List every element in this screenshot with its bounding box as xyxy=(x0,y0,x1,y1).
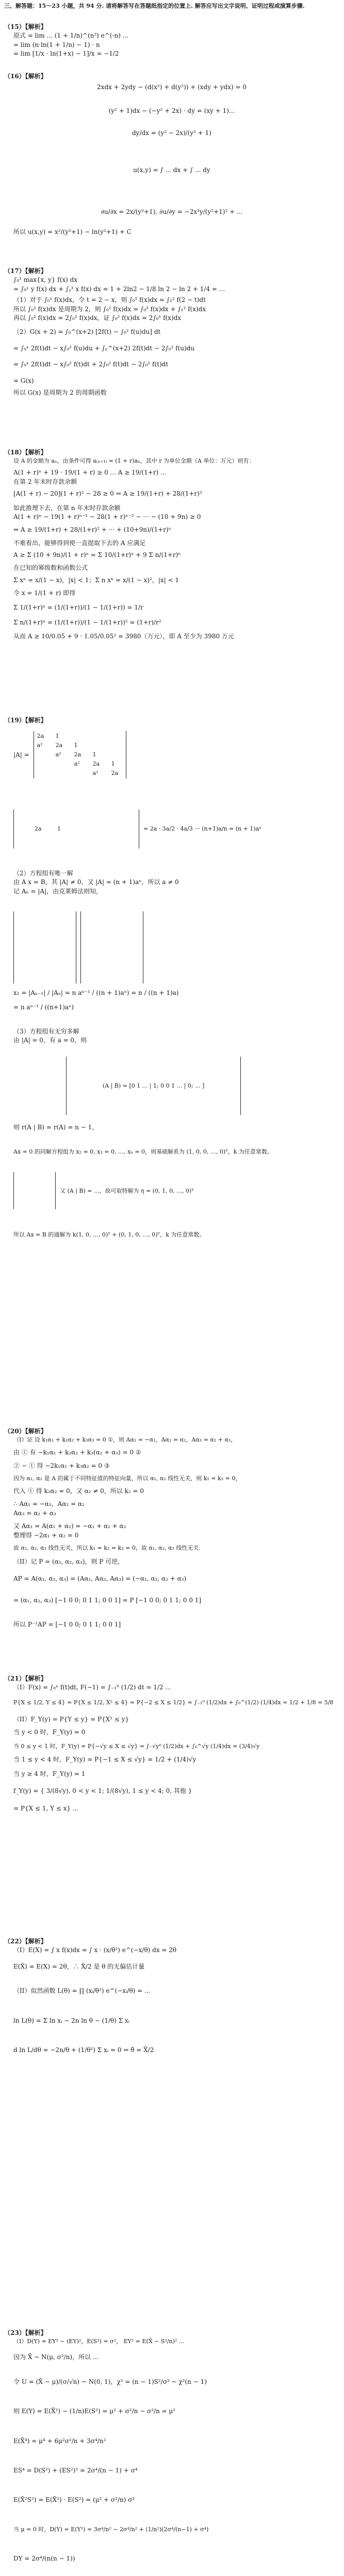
question-22 xyxy=(4,1937,339,2055)
q20-line: 整理得 −2α₁ + α₂ = 0 xyxy=(13,1531,79,1539)
q22-line: （II）似然函数 L(θ) = ∏ (xᵢ/θ²) e^(−xᵢ/θ) = ... xyxy=(13,1987,151,1995)
q23-line: E(X̄⁴) = μ⁴ + 6μ²σ²/n + 3σ⁴/n² xyxy=(13,2437,106,2445)
matrix-cell xyxy=(93,741,104,750)
q19-augmented-matrix xyxy=(66,1057,241,1115)
q20-line: ∴ Aα₁ = −α₁，Aα₂ = α₂ xyxy=(13,1500,85,1508)
q17-line: = ∫₀ˣ 2f(t)dt − x∫₀² f(u)du + ∫ₓ^(x+2) 2f(t)dt − 2∫₀² f(u)du xyxy=(13,344,195,352)
q17-line: 再以 ∫₀² f(x)dx = 2∫₀¹ f(x)dx，证 ∫₀² f(x)dx = 2∫₀¹ f(x)dx xyxy=(13,314,182,321)
q17-line: = ∫₀ˣ 2f(t)dt − x∫₀² f(t)dt + 2∫₀² f(t)dt − 2∫₀² f(t)dt xyxy=(13,361,169,368)
matrix-cell xyxy=(37,769,48,777)
matrix-cell: a² xyxy=(37,742,43,749)
q18-line: Σ 1/(1+r)ⁿ = (1/(1+r))/(1 − 1/(1+r)) = 1/r xyxy=(13,603,143,611)
q18-line: A ≥ Σ (10 + 9n)/(1 + r)ⁿ = Σ 10/(1+r)ⁿ + 9 Σ n/(1+r)ⁿ xyxy=(13,551,181,559)
q19-triangular-determinant xyxy=(13,809,139,849)
q20-line: ② − ① 得 −2k₁α₁ + k₃α₂ = 0 ③ xyxy=(13,1462,110,1469)
matrix-cell: a² xyxy=(55,751,61,758)
matrix-cell xyxy=(111,732,123,740)
q19-det-label: |A| = xyxy=(13,751,29,758)
matrix-cell xyxy=(111,751,123,759)
q23-line: E(X̄²S²) = E(X̄²) · E(S²) = (μ² + σ²/n) σ² xyxy=(13,2496,135,2504)
q19-particular-matrix xyxy=(13,1172,56,1209)
question-21 xyxy=(4,1674,339,1813)
q20-line: AP = A(α₁, α₂, α₃) = (Aα₁, Aα₂, Aα₃) = (−α₁, α₂, α₂ + α₃) xyxy=(13,1575,187,1583)
q19-particular-block xyxy=(4,1171,339,1210)
q22-line: ln L(θ) = Σ ln xᵢ − 2n ln θ − (1/θ) Σ xᵢ xyxy=(13,2016,130,2024)
q20-line: 由 ① 有 −k₁α₁ + k₂α₂ + k₃(α₂ + α₃) = 0 ② xyxy=(13,1449,141,1456)
q19-line: （2）方程组有唯一解 xyxy=(13,870,73,877)
q20-line: 又 Aα₁ = A(α₁ + α₂) = −α₁ + α₂ + α₂ xyxy=(13,1522,126,1530)
q21-line: 当 0 ≤ y < 1 时，F_Y(y) = P{−√y ≤ X ≤ √y} = ∫₋√y⁰ (1/2)dx + ∫₀^√y (1/4)dx = (3/4)√y xyxy=(13,1742,260,1750)
q19-particular-text: 又 (A | B) = ...，故可取特解为 η = (0, 1, 0, …, 0)ᵀ xyxy=(60,1187,194,1194)
q21-line: 当 y ≥ 4 时，F_Y(y) = 1 xyxy=(13,1770,86,1777)
matrix-cell xyxy=(103,825,118,833)
q18-line: Σ n/(1+r)ⁿ = (1/(1+r))/(1 − 1/(1+r))² = (1+r)/r² xyxy=(13,619,161,626)
matrix-cell: 1 xyxy=(74,742,78,749)
matrix-cell: 1 xyxy=(111,760,115,768)
q18-line: 令 x = 1/(1 + r) 即得 xyxy=(13,589,76,597)
q19-result-line: = n aⁿ⁻¹ / ((n+1)aⁿ) xyxy=(13,1003,74,1011)
q22-line: E(X̄) = E(X) = 2θ，∴ X̄/2 是 θ 的无偏估计量 xyxy=(13,1962,145,1970)
q19-line: 记 Aₙ = |A|，由克莱姆法则知， xyxy=(13,887,103,895)
matrix-cell xyxy=(80,825,95,833)
matrix-cell xyxy=(56,760,67,768)
q19-matrix-grid xyxy=(37,732,123,777)
q20-line: 故 α₁, α₂, α₃ 线性无关，所以 k₁ = k₂ = k₃ = 0，故 α₁, α₂, α₃ 线性无关. xyxy=(13,1545,201,1551)
q19-cramer-denominator xyxy=(80,911,143,984)
q17-line: = ∫₀ʸ y f(x) dx + ∫ᵧ¹ x f(x) dx = 1 + 2ln2 − 1/8 ln 2 − ln 2 + 1/4 = ... xyxy=(13,285,225,293)
q16-line: u(x,y) = ∫ ... dx + ∫ ... dy xyxy=(133,166,210,174)
matrix-cell: 2a xyxy=(55,742,63,749)
q21-line: （I）F(x) = ∫₀ˣ f(t)dt, F(−1) = ∫₋₁⁰ (1/2) dt = 1/2 ... xyxy=(13,1684,171,1691)
q19-cramer-line: x₁ = |Aₙ₋₁| / |Aₙ| = n aⁿ⁻¹ / ((n + 1)aⁿ) = n / ((n + 1)a) xyxy=(13,989,179,997)
q23-line: 则 E(Y) = E(X̄²) − (1/n)E(S²) = μ² + σ²/n − σ²/n = μ² xyxy=(13,2408,176,2415)
matrix-cell xyxy=(74,732,86,740)
q18-line: A(1 + r)ⁿ − 19(1 + r)ⁿ⁻¹ − 28(1 + r)ⁿ⁻² − ··· − (10 + 9n) ≥ 0 xyxy=(13,513,201,520)
q20-line: （I）证 设 k₁α₁ + k₂α₂ + k₃α₃ = 0 ①，则 Aα₁ = −α₁，Aα₂ = α₂，Aα₃ = α₂ + α₃， xyxy=(13,1436,237,1444)
q16-label: （16）【解析】 xyxy=(4,73,47,80)
question-20 xyxy=(4,1427,339,1630)
q18-line: 在第 2 年末时存款余额 xyxy=(13,478,77,485)
q19-determinant-block xyxy=(4,731,339,778)
q21-label: （21）【解析】 xyxy=(4,1675,47,1682)
q19-expansion-result: = 2a · 3a/2 · 4a/3 ··· (n+1)a/n = (n + 1)aⁿ xyxy=(143,825,261,833)
matrix-cell xyxy=(93,732,104,740)
q16-line: dy/dx = (y² − 2x)/(y² + 1) xyxy=(132,129,211,137)
q23-line: ES⁴ = D(S²) + (ES²)² = 2σ⁴/(n − 1) + σ⁴ xyxy=(13,2466,138,2474)
question-17 xyxy=(4,267,339,397)
q15-line: 原式 = lim ... (1 + 1/n)^(n²) e^(-n) ... xyxy=(13,32,129,40)
question-19 xyxy=(4,716,339,1239)
q17-line: ∫₀¹ max{x, y} f(x) dx xyxy=(13,276,78,284)
q23-line: （I）D(Y) = EY² − (EY)²，E(S²) = σ²， EY² = E(X̄ − S²/n)² ... xyxy=(13,2338,185,2345)
q19-expansion-block xyxy=(4,809,339,849)
q17-line: （2）G(x + 2) = ∫₀^(x+2) [2f(t) − ∫₀² f(u)du] dt xyxy=(13,328,161,336)
q15-label: （15）【解析】 xyxy=(4,23,47,30)
q22-line: （I）E(X) = ∫ x f(x)dx = ∫ x · (x/θ²) e^(−x/θ) dx = 2θ xyxy=(13,1946,177,1954)
q21-line: （II）F_Y(y) = P{Y ≤ y} = P{X² ≤ y} xyxy=(13,1715,129,1723)
q22-line: d ln L/dθ = −2n/θ + (1/θ²) Σ xᵢ = 0 ⇒ θ̂ = X̄/2 xyxy=(13,2046,154,2054)
q21-line: 当 y < 0 时，F_Y(y) = 0 xyxy=(13,1728,86,1736)
matrix-cell: 1 xyxy=(57,825,61,833)
matrix-cell: 2a xyxy=(74,751,81,758)
matrix-cell xyxy=(37,760,48,768)
matrix-cell: a² xyxy=(74,760,80,768)
q19-triangular-grid xyxy=(35,825,118,833)
q20-line: 因为 α₁, α₂ 是 A 的属于不同特征值的特征向量，所以 α₁, α₂ 线性无关，则 k₁ = k₃ = 0， xyxy=(13,1475,241,1482)
q17-line: 所以 ∫₀² f(x)dx 是周期为 2，则 ∫₀² f(x)dx = ∫₀¹ f(x)dx + ∫₁² f(x)dx xyxy=(13,305,206,313)
q15-line: = lim [1/x · ln(1+x) − 1]/x = −1/2 xyxy=(13,50,119,58)
q20-label: （20）【解析】 xyxy=(4,1428,47,1435)
matrix-cell: 2a xyxy=(111,770,119,777)
matrix-cell: 1 xyxy=(92,751,96,758)
q20-line: Aα₃ = α₂ + α₃ xyxy=(13,1509,56,1517)
q18-label: （18）【解析】 xyxy=(4,449,47,456)
q21-density: f_Y(y) = { 3/(8√y), 0 < y < 1; 1/(8√y), 1 ≤ y < 4; 0, 其他 } xyxy=(13,1787,192,1795)
q23-line: DY = 2σ⁴/(n(n − 1)) xyxy=(13,2554,75,2562)
q22-label: （22）【解析】 xyxy=(4,1938,47,1945)
q17-label: （17）【解析】 xyxy=(4,267,47,275)
q16-line: (y² + 1)dx − (−y² + 2x) · dy = (xy + 1)... xyxy=(108,107,235,114)
q19-line: 所以 Ax = B 的通解为 k(1, 0, …, 0)ᵀ + (0, 1, 0, …, 0)ᵀ，k 为任意常数。 xyxy=(13,1231,205,1239)
q19-line: Ax = 0 的同解方程组为 x₂ = 0, x₃ = 0, …, xₙ = 0，则基础解系为 (1, 0, 0, …, 0)ᵀ，k 为任意常数。 xyxy=(13,1148,273,1155)
q20-line: = (α₁, α₂, α₃) [−1 0 0; 0 1 1; 0 0 1] = P [−1 0 0; 0 1 1; 0 0 1] xyxy=(13,1596,202,1604)
q18-line: [A(1 + r) − 20](1 + r)² − 28 ≥ 0 ⇒ A ≥ 19/(1+r) + 28/(1+r)² xyxy=(13,490,202,498)
question-15 xyxy=(4,23,339,59)
matrix-cell xyxy=(37,751,48,759)
q19-augmented-block xyxy=(4,1056,339,1116)
q20-line: （II）记 P = (α₁, α₂, α₃)，则 P 可逆， xyxy=(13,1557,124,1565)
q23-line: 令 U = (X̄ − μ)/(σ/√n) ~ N(0, 1)，χ² = (n − 1)S²/σ² ~ χ²(n − 1) xyxy=(13,2378,207,2385)
q21-line: P{X ≤ 1/2, Y ≤ 4} = P{X ≤ 1/2, X² ≤ 4} = P{−2 ≤ X ≤ 1/2} = ∫₋₁⁰ (1/2)dx + ∫₀^(1/2) (1/4)dx = 1/2 + 1/8 = 5/8 xyxy=(13,1699,334,1706)
q18-line: 从而 A ≥ 10/0.05 + 9 · 1.05/0.05² = 3980（万元），即 A 至少为 3980 万元 xyxy=(13,633,234,640)
q19-augmented-text: (A | B) = [0 1 ... | 1; 0 0 1 ... | 0; ... ] xyxy=(103,1082,205,1089)
q17-line: 所以 G(x) 是周期为 2 的周期函数 xyxy=(13,388,107,396)
q19-label: （19）【解析】 xyxy=(4,717,47,724)
q17-line: （1）对于 ∫₀¹ f(x)dx，令 t = 2 − x，则 ∫₀¹ f(x)dx = ∫₁² f(2 − t)dt xyxy=(13,296,206,304)
section-header xyxy=(4,2,339,10)
q19-determinant xyxy=(34,731,126,778)
matrix-cell xyxy=(111,741,123,750)
q18-line: 设 A 的金额为 aₙ，由条件可得 a₍ₙ₊₁₎ = (1 + r)aₙ，其中 r 为单位金额（A 单位：万元）则有： xyxy=(13,457,255,465)
q18-line: ⇔ A ≥ 19/(1+r) + 28/(1+r)² + ··· + (10+9n)/(1+r)ⁿ xyxy=(13,526,171,534)
q23-line: 因为 X̄ ~ N(μ, σ²/n)，所以 ... xyxy=(13,2353,99,2361)
q16-line: 2xdx + 2ydy − (d(x²) + d(y²)) + (xdy + ydx) = 0 xyxy=(97,83,247,91)
q18-line: A(1 + r)ⁿ + 19 · 19/(1 + r) ≥ 0 ... A ≥ 19/(1+r) ... xyxy=(13,469,167,477)
q20-line: 所以 P⁻¹AP = [−1 0 0; 0 1 1; 0 0 1] xyxy=(13,1621,121,1629)
q15-line: = lim (n·ln(1 + 1/n) − 1) · n xyxy=(13,41,100,48)
matrix-cell: 2a xyxy=(37,733,44,740)
q19-line: （3）方程组有无穷多解 xyxy=(13,1027,79,1035)
q19-cramer-block xyxy=(4,911,339,984)
matrix-cell xyxy=(56,769,67,777)
q19-cramer-numerator xyxy=(13,911,76,984)
q18-line: Σ xⁿ = x/(1 − x)，|x| < 1；Σ n xⁿ = x/(1 − x)²，|x| < 1 xyxy=(13,576,179,584)
question-18 xyxy=(4,448,339,641)
q16-line: 所以 u(x,y) = x²/(y²+1) − ln(y²+1) + C xyxy=(13,228,132,236)
matrix-cell: 2a xyxy=(92,760,100,768)
matrix-cell: 1 xyxy=(55,733,59,740)
matrix-cell: 2a xyxy=(35,825,42,833)
matrix-cell: a² xyxy=(92,770,99,777)
page-title: 三、解答题：15～23 小题，共 94 分. 请将解答写在答题纸指定的位置上. 解答应写出文字说明、证明过程或演算步骤. xyxy=(4,3,305,9)
q23-label: （23）【解析】 xyxy=(4,2329,47,2336)
q18-line: 如此推理下去，在第 n 年末时存款余额 xyxy=(13,504,121,512)
q20-line: 代入 ① 得 k₂α₂ = 0，又 α₂ ≠ 0，所以 k₂ = 0 xyxy=(13,1487,144,1495)
q19-line: 则 r(A | B) = r(A) = n − 1， xyxy=(13,1124,99,1131)
q18-line: 不难看出，能够得到使一直提取下去的 A 应满足 xyxy=(13,539,146,547)
matrix-cell xyxy=(74,769,86,777)
q19-line: 由 |A| = 0，有 a = 0，则 xyxy=(13,1037,87,1044)
question-23 xyxy=(4,2329,339,2576)
q23-line: 当 μ = 0 时，D(Y) = E(Y²) = 3σ⁴/n² − 2σ⁴/n² + (1/n²)(2σ⁴/(n−1) + σ⁴) xyxy=(13,2526,209,2533)
q21-line: = P{X ≤ 1, Y ≤ x} ... xyxy=(13,1804,79,1812)
q17-line: = G(x) xyxy=(13,377,34,384)
q19-line: 由 A x = B，其 |A| ≠ 0，又 |A| = (n + 1)aⁿ，所以 a ≠ 0 xyxy=(13,878,179,886)
question-16 xyxy=(4,72,339,237)
q18-line: 在已知的幂级数和函数公式 xyxy=(13,564,88,572)
q16-line: ∂u/∂x = 2x/(y²+1), ∂u/∂y = −2x²y/(y²+1)² + ... xyxy=(101,208,243,215)
q21-line: 当 1 ≤ y < 4 时，F_Y(y) = P{−1 ≤ X ≤ √y} = 1/2 + (1/4)√y xyxy=(13,1756,196,1764)
